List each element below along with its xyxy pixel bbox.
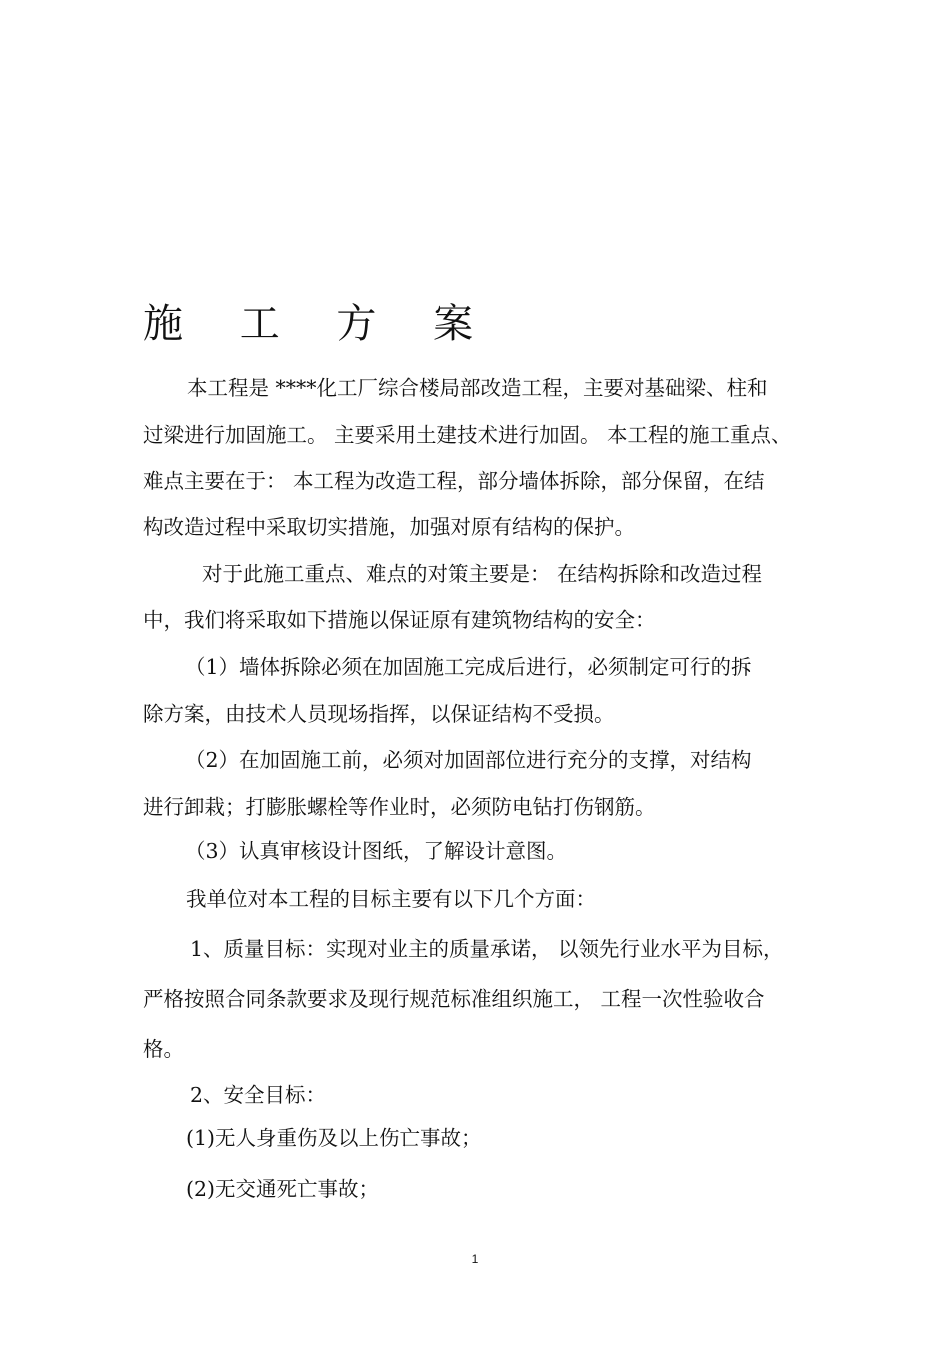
goal-line: 1、质量目标：实现对业主的质量承诺， 以领先行业水平为目标，	[190, 937, 784, 961]
goal-line: 2、安全目标：	[190, 1083, 327, 1107]
paragraph-line: 我单位对本工程的目标主要有以下几个方面：	[186, 887, 596, 911]
paragraph-line: 中，我们将采取如下措施以保证原有建筑物结构的安全：	[143, 608, 656, 632]
goal-line: 格。	[143, 1037, 184, 1061]
list-item-line: （3）认真审核设计图纸，了解设计意图。	[185, 839, 568, 863]
paragraph-line: 对于此施工重点、难点的对策主要是： 在结构拆除和改造过程	[202, 562, 763, 586]
list-item-line: (2)无交通死亡事故；	[186, 1177, 380, 1201]
paragraph-line: 本工程是 ****化工厂综合楼局部改造工程，主要对基础梁、柱和	[187, 376, 768, 400]
list-item-line: （1）墙体拆除必须在加固施工完成后进行，必须制定可行的拆	[185, 655, 752, 679]
list-item-line: (1)无人身重伤及以上伤亡事故；	[186, 1126, 482, 1150]
goal-line: 严格按照合同条款要求及现行规范标准组织施工， 工程一次性验收合	[143, 987, 765, 1011]
paragraph-line: 难点主要在于： 本工程为改造工程，部分墙体拆除，部分保留，在结	[143, 469, 765, 493]
document-title: 施 工 方 案	[143, 301, 496, 347]
paragraph-line: 过梁进行加固施工。 主要采用土建技术进行加固。 本工程的施工重点、	[143, 423, 792, 447]
paragraph-line: 构改造过程中采取切实措施，加强对原有结构的保护。	[143, 515, 635, 539]
page-number: 1	[471, 1252, 479, 1266]
list-item-line: 进行卸栽；打膨胀螺栓等作业时，必须防电钻打伤钢筋。	[143, 795, 656, 819]
list-item-line: 除方案，由技术人员现场指挥，以保证结构不受损。	[143, 702, 615, 726]
list-item-line: （2）在加固施工前，必须对加固部位进行充分的支撑，对结构	[185, 748, 752, 772]
